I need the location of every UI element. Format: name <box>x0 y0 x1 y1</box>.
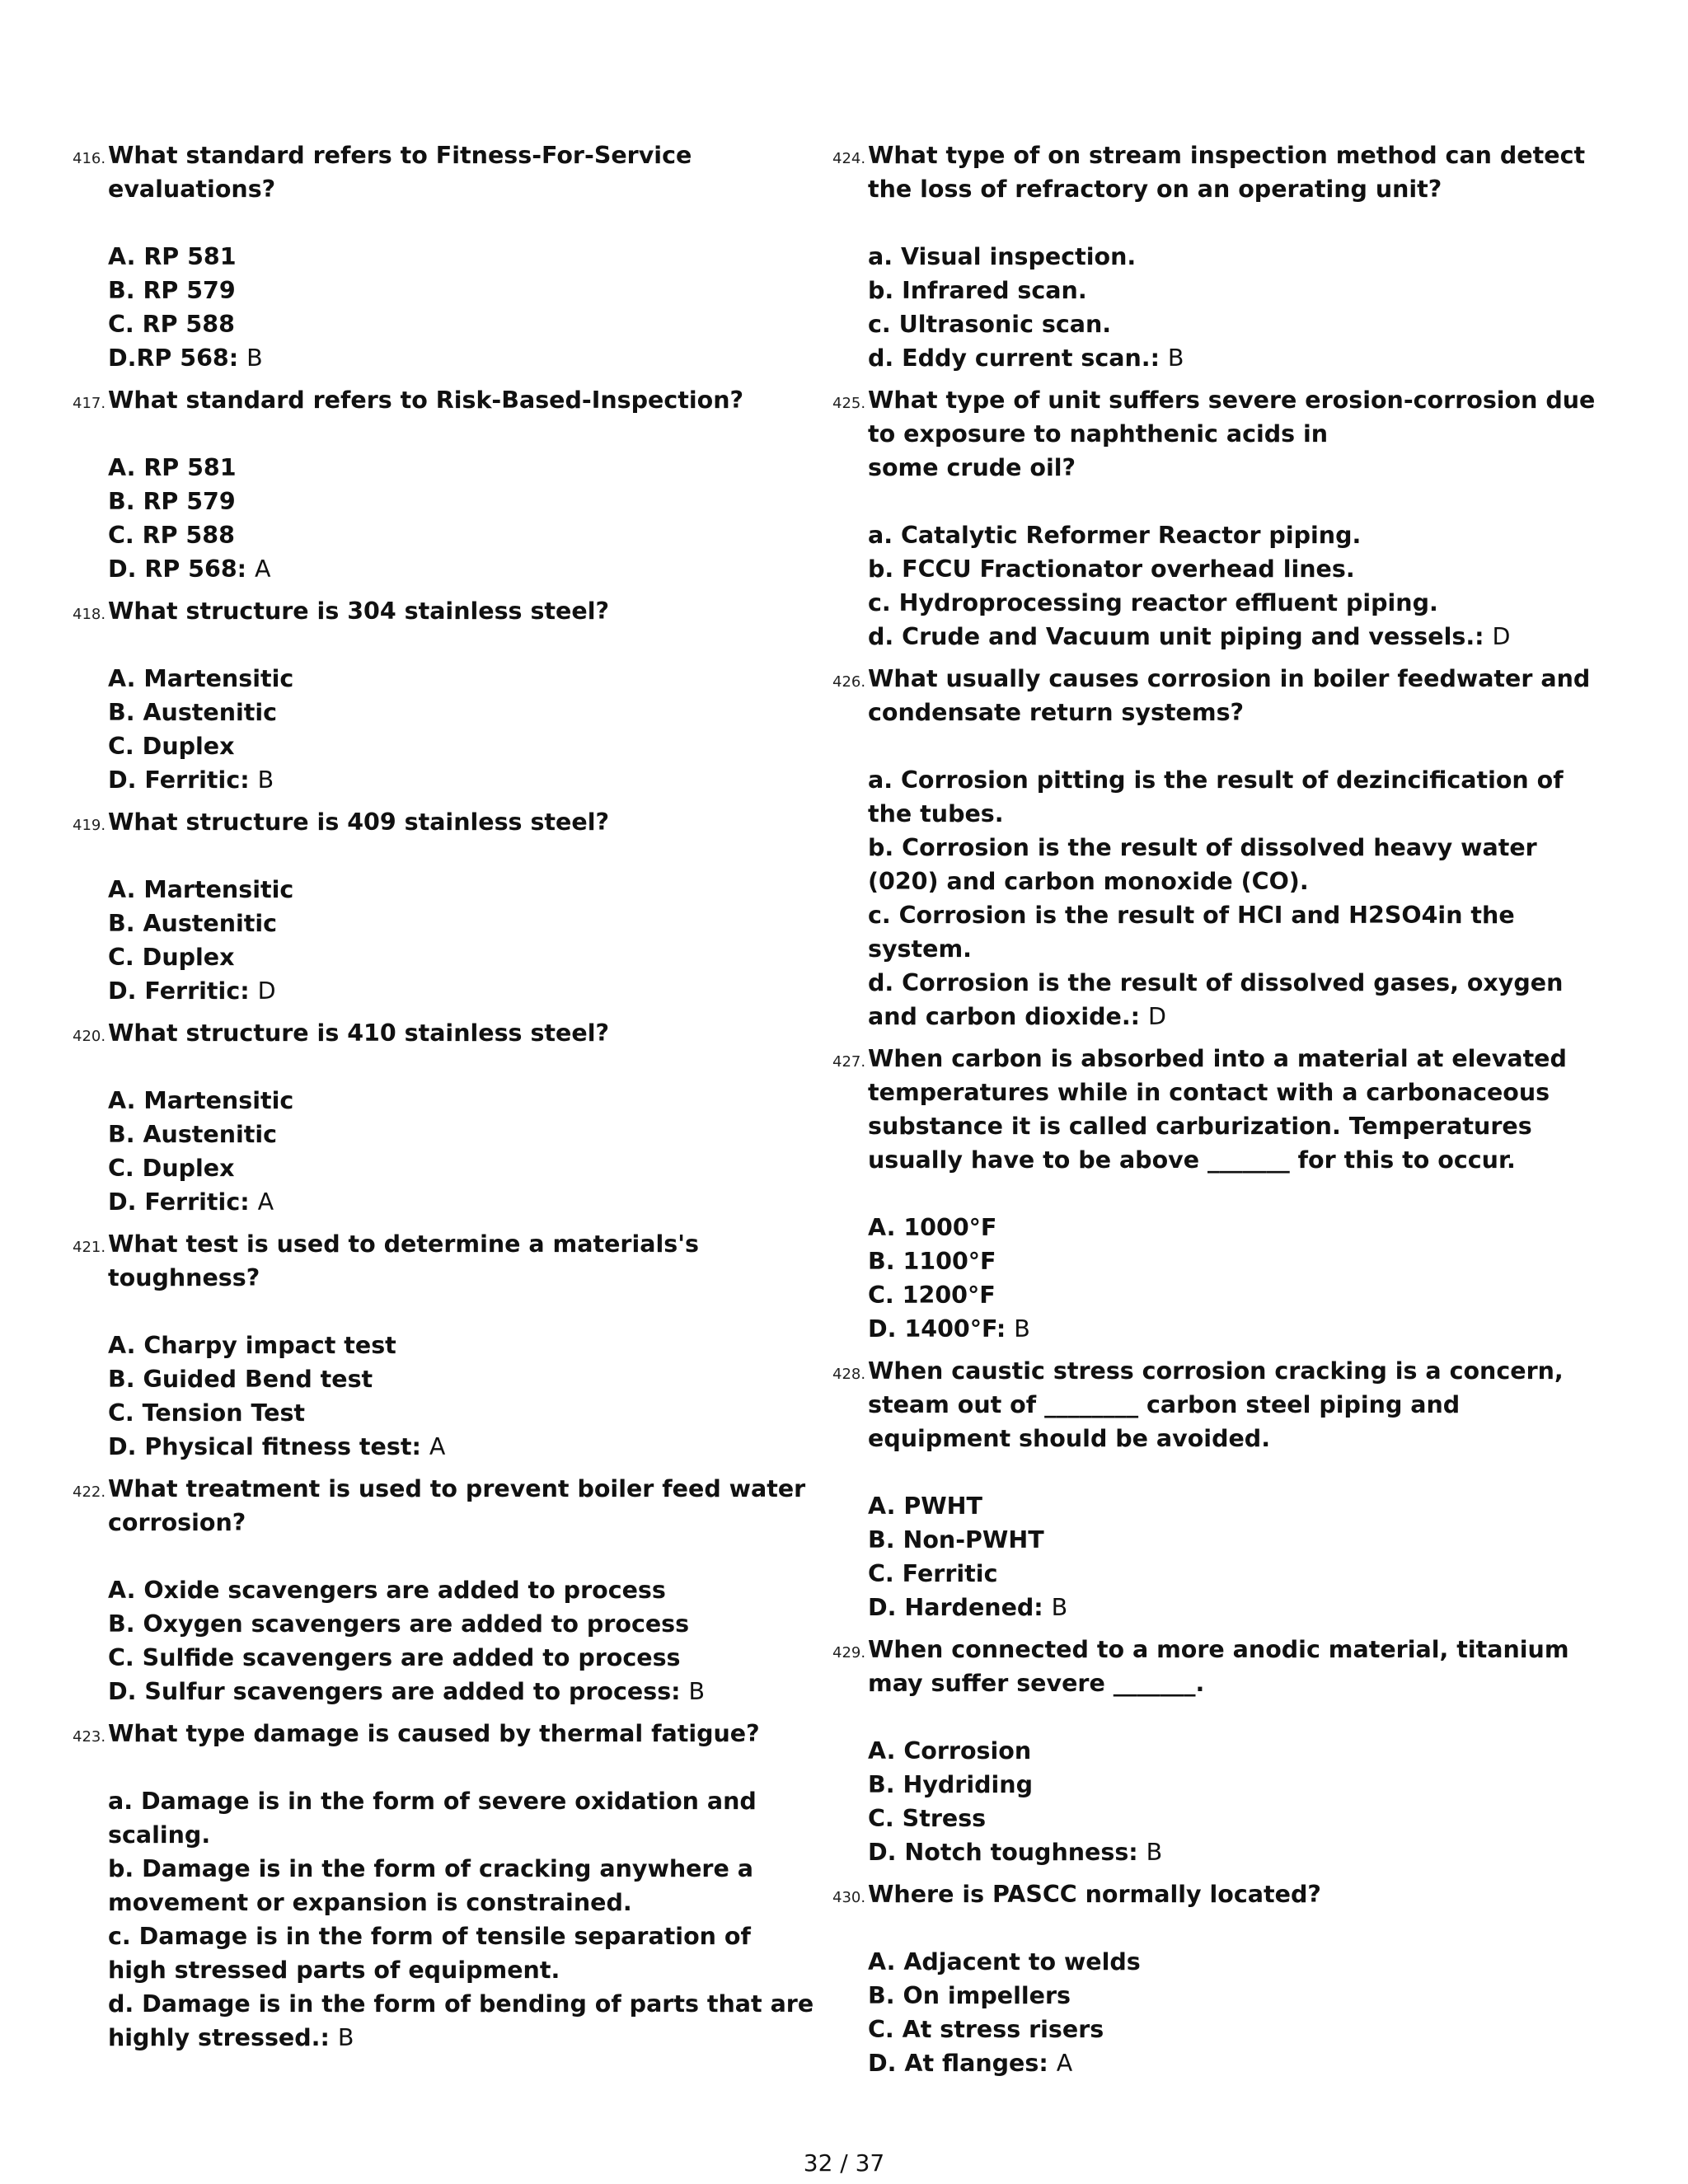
right-column <box>832 138 1599 2088</box>
option-label: D. Physical fitness test: <box>108 1433 421 1460</box>
option-last <box>868 620 1599 654</box>
question-number: 423. <box>73 1728 106 1746</box>
question-416 <box>73 138 814 375</box>
question-text-continued: some crude oil? <box>868 454 1076 481</box>
answer: A <box>429 1433 446 1460</box>
answer: B <box>1051 1594 1068 1621</box>
page-number: 32 / 37 <box>803 2149 885 2177</box>
option-label: D. 1400°F: <box>868 1315 1006 1343</box>
option: a. Damage is in the form of severe oxidation and scaling. <box>108 1788 757 1849</box>
options-list <box>73 240 814 375</box>
option: c. Damage is in the form of tensile separation of high stressed parts of equipment. <box>108 1923 751 1984</box>
question-418 <box>73 594 814 797</box>
question-417 <box>73 383 814 586</box>
option: a. Corrosion pitting is the result of dezincification of the tubes. <box>868 766 1564 827</box>
option-label: D.RP 568: <box>108 344 239 372</box>
question-text: What structure is 410 stainless steel? <box>108 1019 609 1047</box>
question-number: 429. <box>832 1644 866 1661</box>
option: C. 1200°F <box>868 1282 996 1309</box>
question-number: 418. <box>73 606 106 623</box>
option: C. Stress <box>868 1805 987 1832</box>
option-last <box>868 341 1599 375</box>
option: A. 1000°F <box>868 1214 997 1241</box>
option: A. Oxide scavengers are added to process <box>108 1577 666 1604</box>
options-list <box>73 1573 814 1708</box>
option-last <box>108 1185 814 1219</box>
question-number: 426. <box>832 673 866 691</box>
option: A. Martensitic <box>108 1087 294 1114</box>
answer: A <box>257 1188 274 1216</box>
option: b. Corrosion is the result of dissolved heavy water (020) and carbon monoxide (CO). <box>868 834 1537 895</box>
question-text: What treatment is used to prevent boiler feed water corrosion? <box>108 1475 806 1536</box>
question-430 <box>832 1877 1599 2080</box>
option-last <box>108 341 814 375</box>
option-label: D. RP 568: <box>108 555 247 583</box>
question-428 <box>832 1354 1599 1624</box>
option: A. RP 581 <box>108 454 237 481</box>
option-last <box>108 1675 814 1708</box>
answer: B <box>1167 344 1184 372</box>
question-427 <box>832 1042 1599 1346</box>
option-last <box>868 1591 1599 1624</box>
option: B. On impellers <box>868 1982 1071 2009</box>
question-419 <box>73 805 814 1008</box>
option: b. Damage is in the form of cracking anywhere a movement or expansion is constrained. <box>108 1855 753 1916</box>
answer: B <box>1014 1315 1030 1343</box>
option-last <box>868 2046 1599 2080</box>
option: B. Austenitic <box>108 1121 278 1148</box>
question-text: When caustic stress corrosion cracking is a concern, steam out of ________ carbon steel piping and equipment should be avoided. <box>868 1357 1564 1452</box>
question-420 <box>73 1016 814 1219</box>
option: C. Duplex <box>108 733 235 760</box>
question-number: 430. <box>832 1889 866 1906</box>
option-label: D. At flanges: <box>868 2050 1048 2077</box>
option: B. 1100°F <box>868 1248 996 1275</box>
question-text: What type of unit suffers severe erosion-corrosion due to exposure to naphthenic acids in <box>868 387 1596 448</box>
option-last <box>108 552 814 586</box>
options-list <box>73 1084 814 1219</box>
options-list <box>832 1945 1599 2080</box>
answer: B <box>246 344 263 372</box>
question-423 <box>73 1717 814 2055</box>
option: C. Sulfide scavengers are added to process <box>108 1644 681 1671</box>
answer: D <box>257 977 276 1005</box>
option-label: D. Notch toughness: <box>868 1839 1138 1866</box>
option: C. Duplex <box>108 1155 235 1182</box>
option-last <box>108 1987 814 2055</box>
question-429 <box>832 1633 1599 1869</box>
option: c. Corrosion is the result of HCI and H2SO4in the system. <box>868 902 1515 963</box>
option: C. Duplex <box>108 944 235 971</box>
question-422 <box>73 1472 814 1708</box>
answer: B <box>257 766 274 794</box>
question-text: What structure is 409 stainless steel? <box>108 808 609 836</box>
option: a. Visual inspection. <box>868 243 1137 270</box>
option: B. Austenitic <box>108 699 278 726</box>
question-421 <box>73 1227 814 1464</box>
option-label: D. Ferritic: <box>108 977 250 1005</box>
answer: B <box>337 2024 354 2051</box>
option-label: D. Ferritic: <box>108 766 250 794</box>
options-list <box>832 1211 1599 1346</box>
question-number: 424. <box>832 150 866 167</box>
option: C. RP 588 <box>108 522 235 549</box>
option: A. Martensitic <box>108 876 294 903</box>
options-list <box>73 451 814 586</box>
option: A. Martensitic <box>108 665 294 692</box>
question-number: 427. <box>832 1053 866 1071</box>
question-424 <box>832 138 1599 375</box>
question-number: 421. <box>73 1239 106 1256</box>
option-label: d. Eddy current scan.: <box>868 344 1160 372</box>
question-number: 428. <box>832 1366 866 1383</box>
option-last <box>108 763 814 797</box>
option-label: d. Crude and Vacuum unit piping and vessels.: <box>868 623 1484 650</box>
option: C. Ferritic <box>868 1560 998 1587</box>
option: B. Oxygen scavengers are added to process <box>108 1610 690 1638</box>
option-label: D. Hardened: <box>868 1594 1043 1621</box>
question-text: What type of on stream inspection method can detect the loss of refractory on an operating unit? <box>868 142 1586 203</box>
option: b. Infrared scan. <box>868 277 1087 304</box>
question-text: What standard refers to Risk-Based-Inspection? <box>108 387 744 414</box>
question-number: 416. <box>73 150 106 167</box>
option: C. RP 588 <box>108 311 235 338</box>
options-list <box>832 240 1599 375</box>
option: B. Hydriding <box>868 1771 1033 1798</box>
option-last <box>108 974 814 1008</box>
option: c. Ultrasonic scan. <box>868 311 1112 338</box>
question-text: What test is used to determine a materials's toughness? <box>108 1230 699 1291</box>
option-label: d. Damage is in the form of bending of parts that are highly stressed.: <box>108 1990 814 2051</box>
option-label: D. Sulfur scavengers are added to process: <box>108 1678 681 1705</box>
option-last <box>108 1430 814 1464</box>
option: A. RP 581 <box>108 243 237 270</box>
option-last <box>868 1835 1599 1869</box>
options-list <box>832 1734 1599 1869</box>
question-426 <box>832 662 1599 1033</box>
question-text: When connected to a more anodic material, titanium may suffer severe _______. <box>868 1636 1569 1697</box>
options-list <box>73 662 814 797</box>
answer: A <box>1056 2050 1073 2077</box>
option-label: d. Corrosion is the result of dissolved gases, oxygen and carbon dioxide.: <box>868 969 1564 1030</box>
question-text: What usually causes corrosion in boiler feedwater and condensate return systems? <box>868 665 1591 726</box>
options-list <box>73 1784 814 2055</box>
answer: A <box>255 555 271 583</box>
question-text: When carbon is absorbed into a material at elevated temperatures while in contact with a carbonaceous substance it is called carburization. Temperatures usually have to be above _______ for this to occur. <box>868 1045 1567 1174</box>
question-text: What standard refers to Fitness-For-Service evaluations? <box>108 142 692 203</box>
options-list <box>832 763 1599 1033</box>
options-list <box>832 1489 1599 1624</box>
option: a. Catalytic Reformer Reactor piping. <box>868 522 1362 549</box>
question-text: Where is PASCC normally located? <box>868 1881 1321 1908</box>
question-text: What type damage is caused by thermal fatigue? <box>108 1720 760 1747</box>
option: C. Tension Test <box>108 1399 306 1427</box>
options-list <box>73 1329 814 1464</box>
option: B. Austenitic <box>108 910 278 937</box>
question-number: 417. <box>73 395 106 412</box>
option-last <box>868 1312 1599 1346</box>
question-number: 425. <box>832 395 866 412</box>
option: A. Corrosion <box>868 1737 1032 1765</box>
option: B. Non-PWHT <box>868 1526 1044 1554</box>
option: A. Charpy impact test <box>108 1332 396 1359</box>
left-column <box>73 138 814 2063</box>
option: B. RP 579 <box>108 488 236 515</box>
option: B. Guided Bend test <box>108 1366 373 1393</box>
answer: D <box>1148 1003 1166 1030</box>
option: C. At stress risers <box>868 2016 1104 2043</box>
options-list <box>73 873 814 1008</box>
question-text: What structure is 304 stainless steel? <box>108 598 609 625</box>
option: c. Hydroprocessing reactor effluent piping. <box>868 589 1438 616</box>
option: B. RP 579 <box>108 277 236 304</box>
answer: B <box>688 1678 706 1705</box>
option: A. PWHT <box>868 1493 982 1520</box>
answer: B <box>1146 1839 1163 1866</box>
question-number: 420. <box>73 1028 106 1045</box>
option: b. FCCU Fractionator overhead lines. <box>868 555 1355 583</box>
option: A. Adjacent to welds <box>868 1948 1141 1975</box>
question-number: 419. <box>73 817 106 834</box>
answer: D <box>1492 623 1511 650</box>
options-list <box>832 518 1599 654</box>
question-number: 422. <box>73 1483 106 1501</box>
option-label: D. Ferritic: <box>108 1188 250 1216</box>
option-last <box>868 966 1599 1033</box>
question-425 <box>832 383 1599 654</box>
